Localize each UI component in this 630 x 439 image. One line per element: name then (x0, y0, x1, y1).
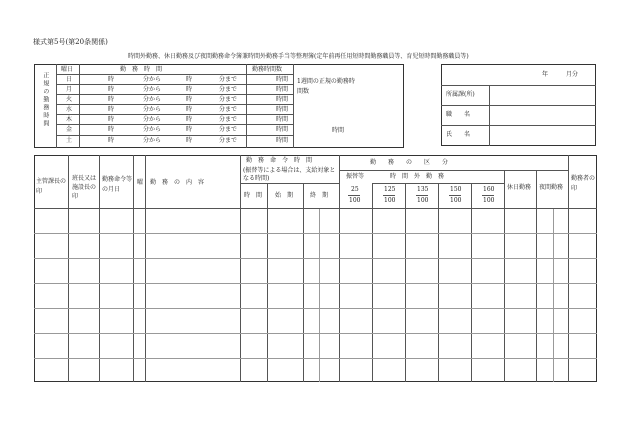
day-label: 木 (66, 116, 73, 123)
year-month-label: 年 月分 (542, 71, 579, 78)
header-holiday: 休日勤務 (507, 184, 532, 191)
day-label: 土 (66, 137, 73, 144)
header-weekday: 曜 (137, 179, 144, 186)
day-label: 金 (66, 126, 73, 133)
header-content: 勤 務 の 内 容 (150, 179, 205, 186)
day-label: 火 (66, 96, 73, 103)
header-end: 終 期 (310, 192, 329, 199)
header-time: 時 間 (244, 192, 263, 199)
header-order-note: (振替等による場合は、支給対象となる時間) (243, 167, 336, 182)
header-night: 夜間勤務 (539, 184, 564, 191)
position-label: 職 名 (446, 111, 471, 118)
page-title: 時間外勤務、休日勤務及び夜間勤務命令簿兼時間外勤務手当等整理簿(定年前再任用短時間勤務職員等、育児短時間勤務職員等) (128, 53, 469, 60)
day-label: 水 (66, 106, 73, 113)
schedule-col-day: 曜日 (61, 66, 74, 73)
schedule-col-time: 勤 務 時 間 (120, 66, 163, 73)
schedule-side-label: 正規の勤務時間 (41, 72, 49, 128)
header-order-time: 勤 務 命 令 時 間 (246, 157, 313, 164)
dept-label: 所属課(所) (446, 91, 475, 98)
header-chief-seal: 主管課長の印 (36, 178, 67, 195)
weekly-hours-label: 1週間の正規の勤務時間数 (297, 78, 355, 96)
day-label: 日 (66, 76, 73, 83)
header-worker-seal: 勤務者の印 (571, 175, 596, 192)
day-label: 月 (66, 86, 73, 93)
name-label: 氏 名 (446, 131, 471, 138)
schedule-col-hours: 勤務時間数 (252, 66, 283, 73)
weekly-hours-unit: 時間 (332, 127, 345, 134)
header-start: 始 期 (275, 192, 294, 199)
form-id: 様式第5号(第20条関係) (33, 38, 108, 46)
header-kubun: 勤 務 の 区 分 (370, 159, 449, 166)
header-head-seal: 班長又は施設長の印 (72, 175, 97, 200)
header-furikae: 振替等 (346, 173, 365, 180)
header-order-date: 勤務命令等の月日 (102, 176, 133, 193)
header-overtime: 時 間 外 勤 務 (390, 173, 445, 180)
